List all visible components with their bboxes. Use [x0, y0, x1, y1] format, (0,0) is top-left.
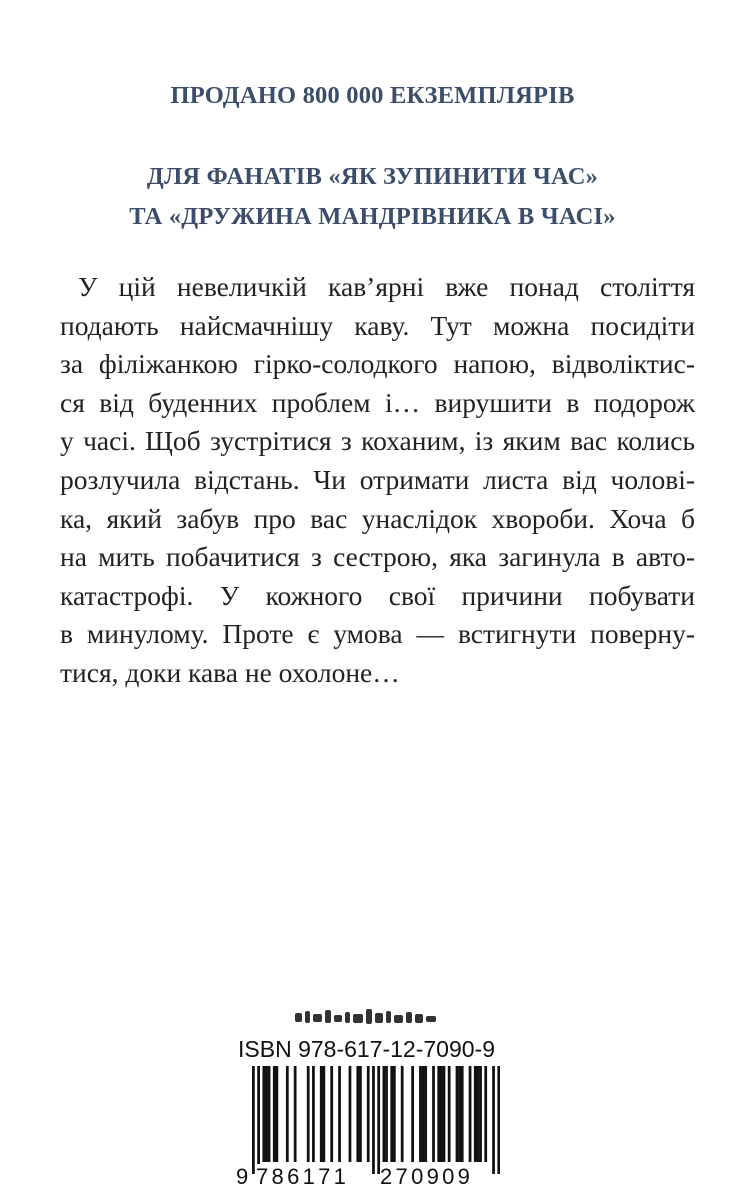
barcode-bar — [349, 1066, 352, 1162]
blurb-line: за філіжанкою гірко-солодкого напою, відволіктис- — [60, 348, 695, 380]
barcode-bar — [484, 1066, 487, 1162]
blurb-line: в минулому. Проте є умова — встигнути поверну- — [60, 618, 695, 650]
barcode-bar — [359, 1066, 362, 1162]
barcode-digits — [238, 1164, 500, 1190]
barcode-digits-left: 786171 — [256, 1164, 350, 1189]
barcode-bar — [443, 1066, 446, 1162]
barcode-bar — [312, 1066, 315, 1162]
barcode-bar — [252, 1066, 255, 1174]
barcode-bar — [262, 1066, 265, 1162]
barcode-bar — [440, 1066, 443, 1162]
barcode-bar — [330, 1066, 333, 1162]
sales-heading: ПРОДАНО 800 000 ЕКЗЕМПЛЯРІВ — [170, 82, 575, 109]
barcode-bar — [275, 1066, 278, 1162]
book-blurb — [60, 268, 695, 693]
barcode-bar — [461, 1066, 464, 1162]
isbn-label: ISBN 978-617-12-7090-9 — [238, 1036, 495, 1062]
barcode-bar — [424, 1066, 427, 1162]
barcode-bar — [458, 1066, 461, 1162]
barcode-bar — [268, 1066, 271, 1162]
barcode-bar — [322, 1066, 325, 1162]
barcode-bar — [477, 1066, 480, 1162]
barcode-bar — [401, 1066, 404, 1162]
blurb-line: У цій невеличкій кав’ярні вже понад століття — [78, 271, 695, 302]
stamp-icon — [293, 1006, 441, 1028]
barcode-bar — [393, 1066, 396, 1162]
blurb-line: тися, доки кава не охолоне… — [60, 656, 400, 688]
barcode-bar — [265, 1066, 268, 1162]
barcode-bar — [474, 1066, 477, 1162]
barcode-icon — [238, 1066, 500, 1176]
barcode-bar — [286, 1066, 289, 1162]
barcode-bar — [257, 1066, 260, 1174]
blurb-line: розлучила відстань. Чи отримати листа від чолові- — [60, 463, 695, 495]
barcode-bar — [367, 1066, 370, 1162]
barcode-bar — [492, 1066, 495, 1174]
barcode-bar — [307, 1066, 310, 1162]
blurb-line: подають найсмачнішу каву. Тут можна посидіти — [60, 309, 695, 341]
fans-heading-line-2: ТА «ДРУЖИНА МАНДРІВНИКА В ЧАСІ» — [129, 203, 616, 230]
barcode-bar — [356, 1066, 359, 1162]
barcode-bar — [432, 1066, 435, 1162]
barcode-bar — [385, 1066, 388, 1162]
barcode-bar — [456, 1066, 459, 1162]
blurb-line: на мить побачитися з сестрою, яка загинула в авто- — [60, 541, 695, 573]
barcode-bar — [479, 1066, 482, 1162]
blurb-line: ка, який забув про вас унаслідок хвороби. Хоча б — [60, 502, 695, 534]
barcode-bar — [411, 1066, 414, 1162]
barcode-bar — [422, 1066, 425, 1162]
blurb-line: катастрофі. У кожного свої причини побувати — [60, 579, 695, 611]
barcode-bar — [273, 1066, 276, 1162]
fans-heading — [0, 157, 745, 237]
barcode-bar — [437, 1066, 440, 1162]
barcode-bar — [497, 1066, 500, 1174]
barcode-bar — [377, 1066, 380, 1174]
blurb-line: ся від буденних проблем і… вирушити в подорож — [60, 386, 695, 418]
barcode-bar — [383, 1066, 386, 1162]
barcode-bar — [419, 1066, 422, 1162]
fans-heading-line-1: ДЛЯ ФАНАТІВ «ЯК ЗУПИНИТИ ЧАС» — [146, 163, 599, 190]
barcode-bar — [338, 1066, 341, 1162]
barcode-bar — [448, 1066, 451, 1162]
barcode-bar — [390, 1066, 393, 1162]
barcode-bar — [294, 1066, 297, 1162]
barcode-bar — [320, 1066, 323, 1162]
barcode-bar — [372, 1066, 375, 1174]
barcode-digits-right: 270909 — [380, 1164, 474, 1189]
barcode-digit-first: 9 — [236, 1164, 249, 1189]
barcode-bar — [469, 1066, 472, 1162]
blurb-line: у часі. Щоб зустрітися з коханим, із яким вас колись — [60, 425, 695, 457]
